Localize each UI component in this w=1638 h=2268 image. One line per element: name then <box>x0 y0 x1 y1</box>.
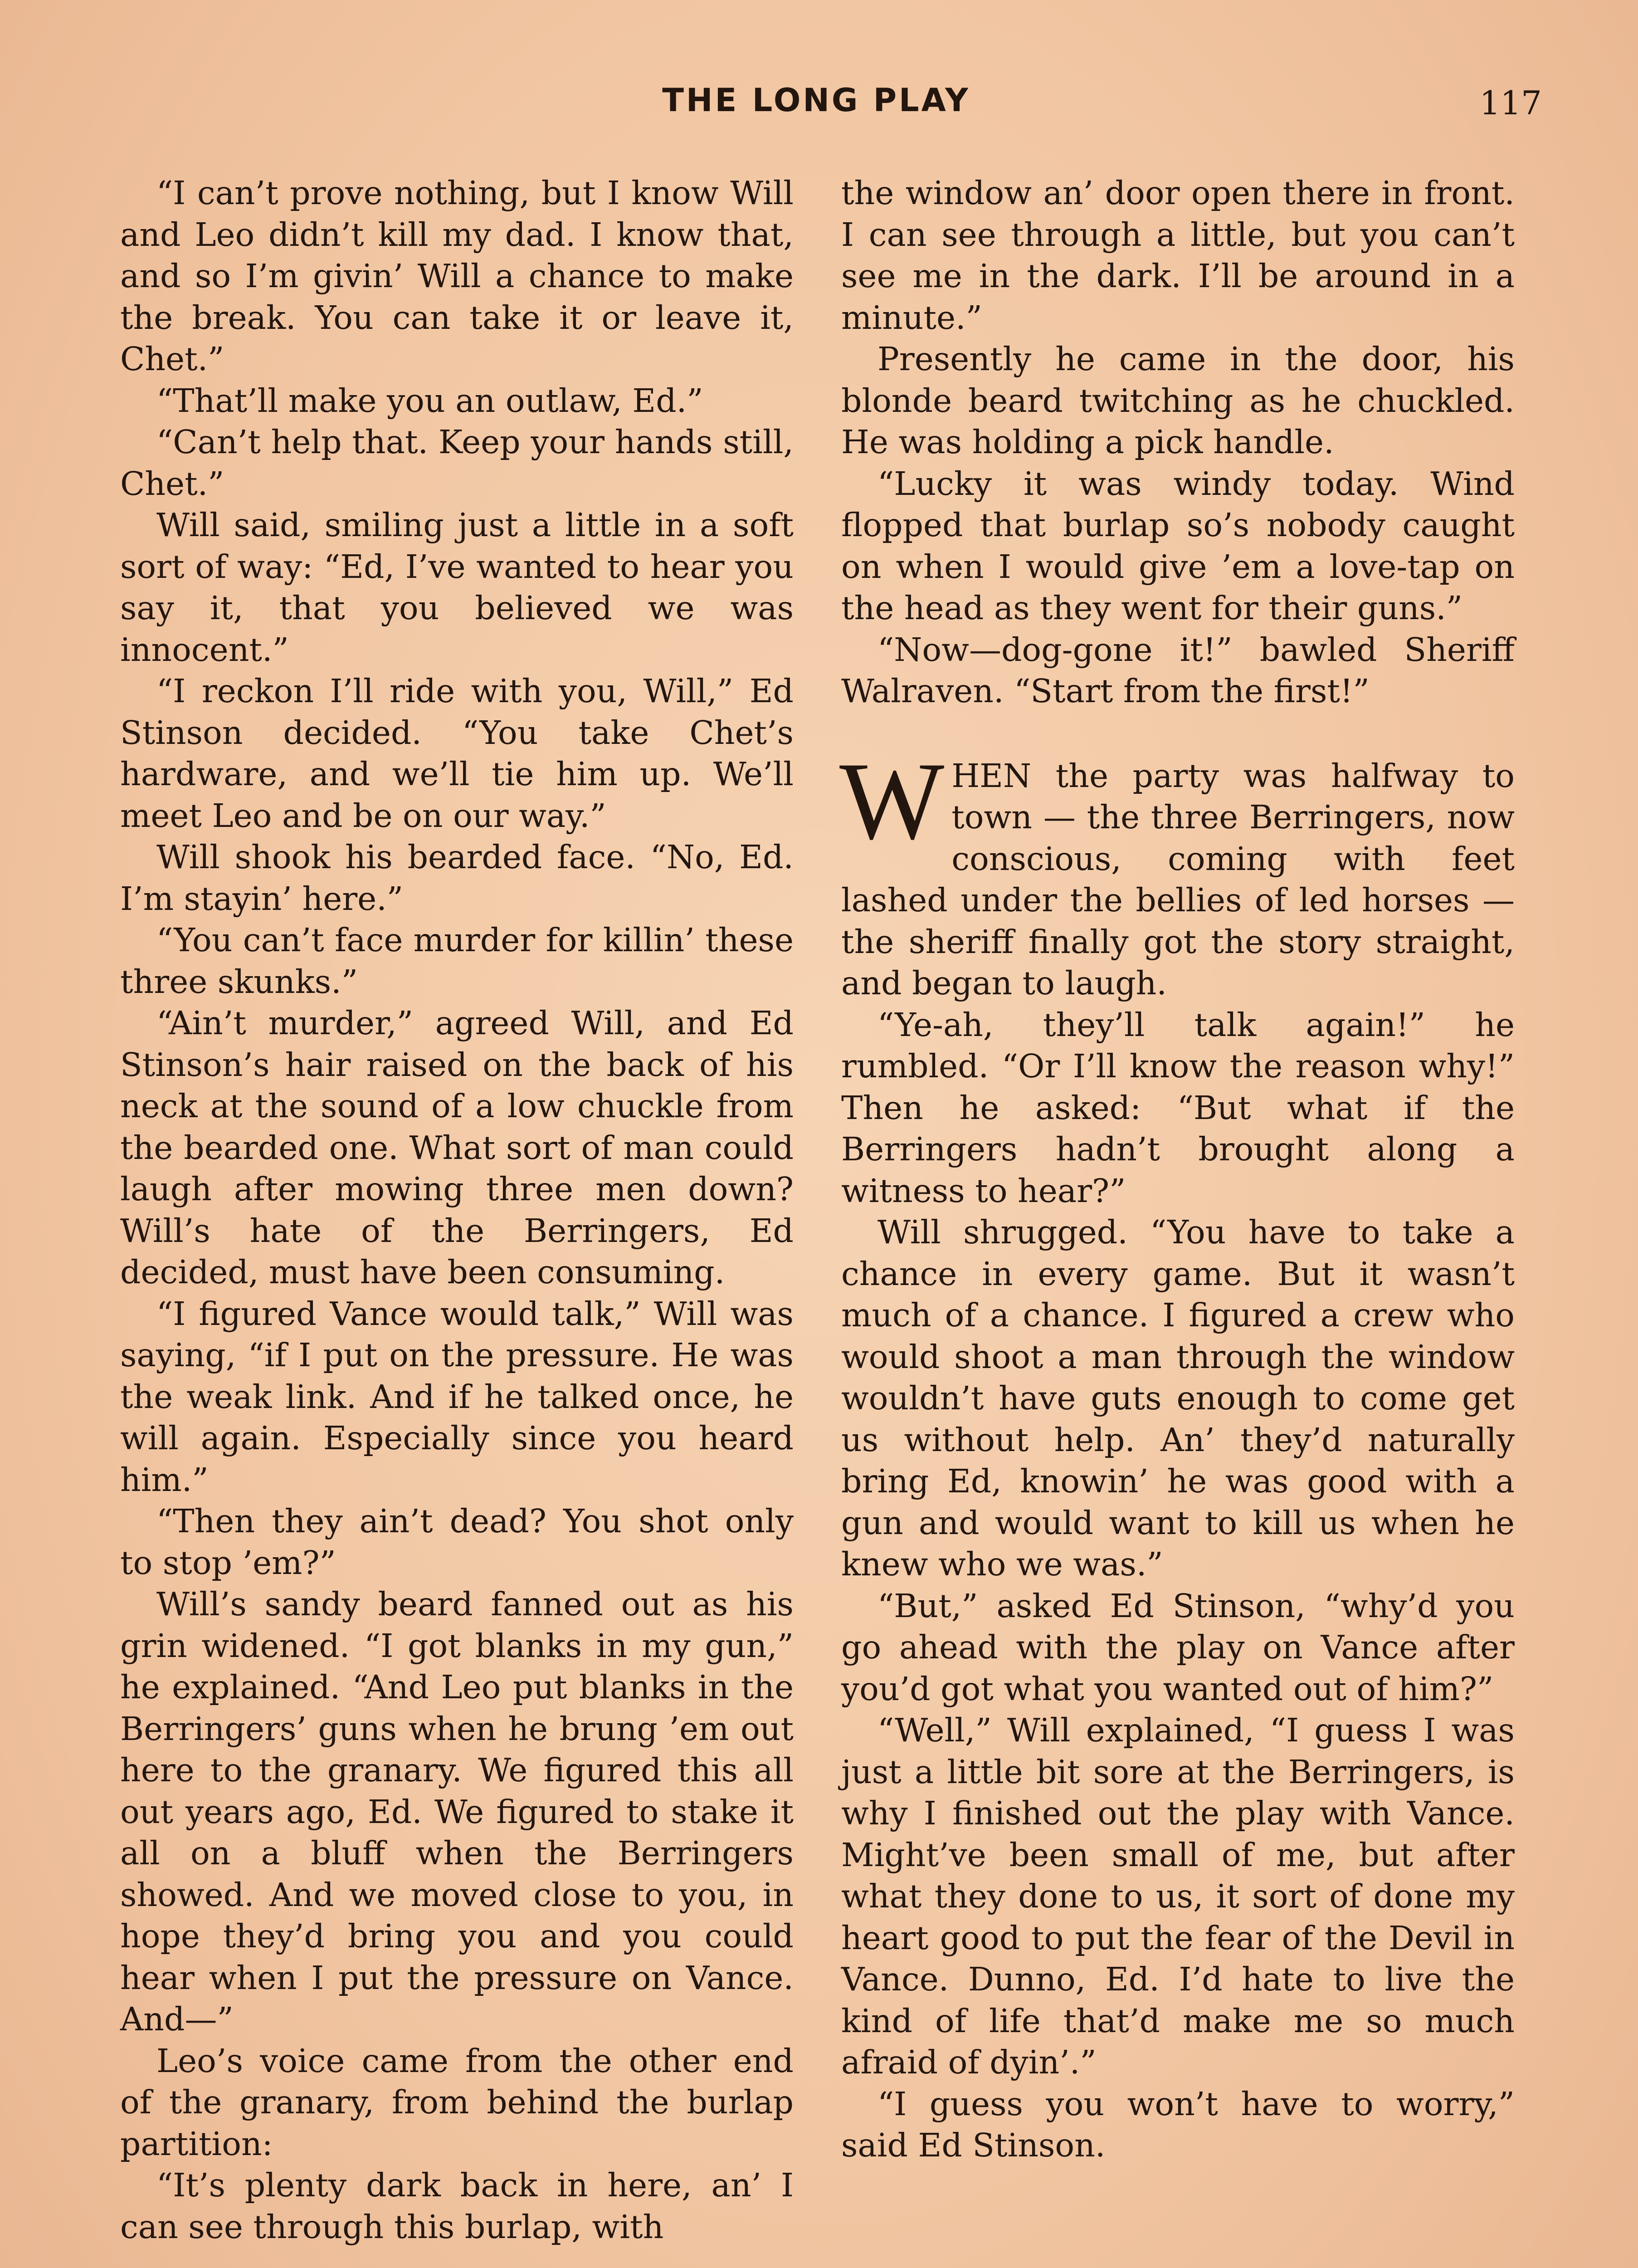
paragraph: “Well,” Will explained, “I guess I was just a little bit sore at the Berringers, is why I finished out the play with Vance. Might’ve been small of me, but after what they done to us, it sort of done my heart good to put the fear of the Devil in Vance. Dunno, Ed. I’d hate to live the kind of life that’d make me so much afraid of dyin’.” <box>841 1711 1515 2081</box>
right-text-column <box>841 172 1515 2166</box>
drop-cap: W <box>839 739 945 862</box>
paragraph: “That’ll make you an outlaw, Ed.” <box>156 381 703 420</box>
paragraph: “I figured Vance would talk,” Will was saying, “if I put on the pressure. He was the weak link. And if he talked once, he will again. Especially since you heard him.” <box>120 1295 794 1499</box>
paragraph: “Ye-ah, they’ll talk again!” he rumbled. “Or I’ll know the reason why!” Then he asked: “But what if the Berringers hadn’t brought along a witness to hear?” <box>841 1006 1515 1210</box>
paragraph: Leo’s voice came from the other end of the granary, from behind the burlap partition: <box>120 2042 794 2163</box>
paragraph: “Can’t help that. Keep your hands still, Chet.” <box>120 423 794 503</box>
paragraph: “I guess you won’t have to worry,” said Ed Stinson. <box>841 2085 1515 2164</box>
paragraph: Will’s sandy beard fanned out as his grin widened. “I got blanks in my gun,” he explained. “And Leo put blanks in the Berringers’ guns when he brung ’em out here to the granary. We figured this all out years ago, Ed. We figured to stake it all on a bluff when the Berringers showed. And we moved close to you, in hope they’d bring you and you could hear when I put the pressure on Vance. And—” <box>120 1585 794 2038</box>
paragraph: “Lucky it was windy today. Wind flopped that burlap so’s nobody caught on when I would give ’em a love-tap on the head as they went for their guns.” <box>841 464 1515 627</box>
section-opening-text: HEN the party was halfway to town — the three Berringers, now conscious, coming with feet lashed under the bellies of led horses —the sheriff finally got the story straight, and began to laugh. <box>841 757 1515 1002</box>
paragraph: “Then they ain’t dead? You shot only to stop ’em?” <box>120 1502 794 1582</box>
paragraph: Will shrugged. “You have to take a chance in every game. But it wasn’t much of a chance. I figured a crew who would shoot a man through the window wouldn’t have guts enough to come get us without help. An’ they’d naturally bring Ed, knowin’ he was good with a gun and would want to kill us when he knew who we was.” <box>841 1213 1515 1583</box>
paragraph: “I can’t prove nothing, but I know Will and Leo didn’t kill my dad. I know that, and so I’m givin’ Will a chance to make the break. You can take it or leave it, Chet.” <box>120 174 794 378</box>
paragraph: “I reckon I’ll ride with you, Will,” Ed Stinson decided. “You take Chet’s hardware, and we’ll tie him up. We’ll meet Leo and be on our way.” <box>120 672 794 835</box>
paragraph: Will shook his bearded face. “No, Ed. I’m stayin’ here.” <box>120 838 794 918</box>
section-opening-paragraph <box>839 739 1515 1004</box>
paragraph: “Now—dog-gone it!” bawled Sheriff Walraven. “Start from the first!” <box>841 631 1515 710</box>
paragraph: Will said, smiling just a little in a soft sort of way: “Ed, I’ve wanted to hear you say it, that you believed we was innocent.” <box>120 506 794 669</box>
paragraph: “But,” asked Ed Stinson, “why’d you go ahead with the play on Vance after you’d got what you wanted out of him?” <box>841 1587 1515 1708</box>
page-number: 117 <box>1479 84 1542 122</box>
paragraph: Presently he came in the door, his blonde beard twitching as he chuckled. He was holding a pick handle. <box>841 340 1515 461</box>
paragraph: the window an’ door open there in front. I can see through a little, but you can’t see me in the dark. I’ll be around in a minute.” <box>841 174 1515 337</box>
paragraph: “It’s plenty dark back in here, an’ I can see through this burlap, with <box>120 2166 794 2246</box>
paragraph: “You can’t face murder for killin’ these three skunks.” <box>120 921 794 1001</box>
left-text-column <box>120 172 794 2248</box>
story-title-header: THE LONG PLAY <box>662 82 970 119</box>
paragraph: “Ain’t murder,” agreed Will, and Ed Stinson’s hair raised on the back of his neck at the sound of a low chuckle from the bearded one. What sort of man could laugh after mowing three men down? Will’s hate of the Berringers, Ed decided, must have been consuming. <box>120 1004 794 1291</box>
